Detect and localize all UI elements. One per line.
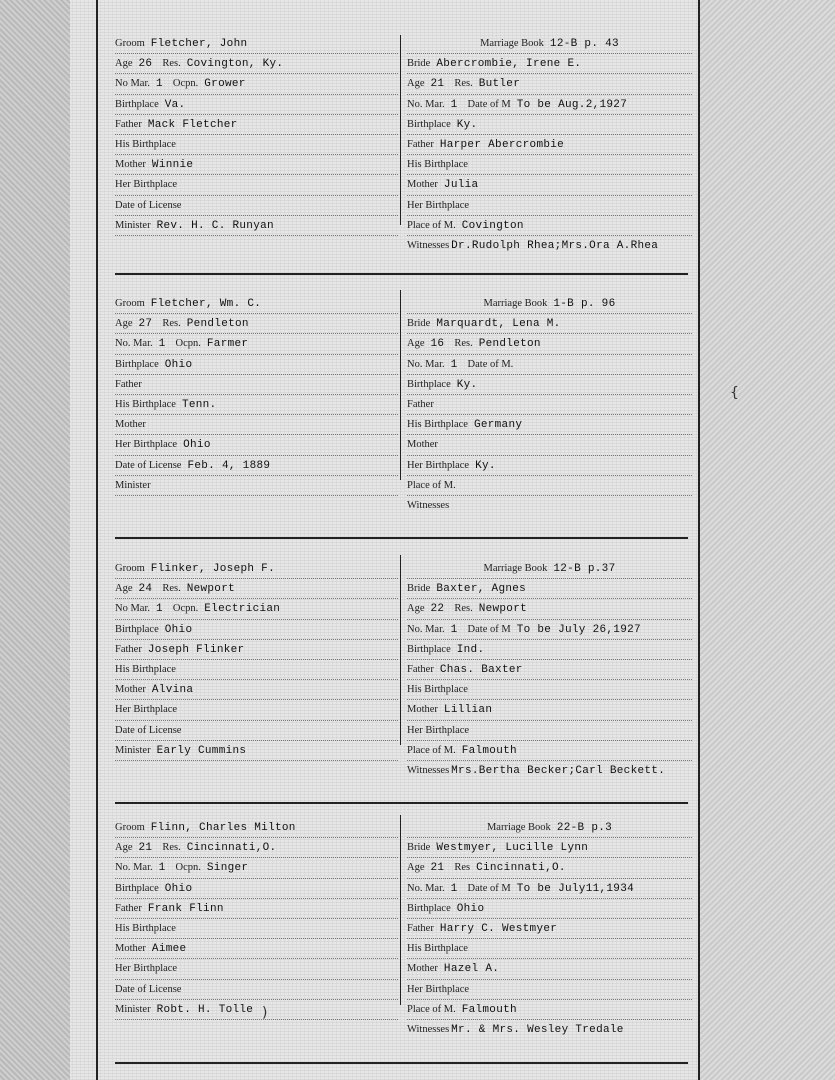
bride-row (407, 838, 692, 858)
stray-mark: ) (262, 1005, 268, 1021)
field-label: Marriage Book (483, 563, 548, 574)
field-value: Cincinnati,O. (476, 862, 566, 875)
field-label: Groom (115, 822, 145, 833)
field-label: Res. (162, 58, 181, 70)
field-label: Minister (115, 479, 151, 491)
minister-row (115, 216, 398, 236)
field-value: 12-B p. 43 (549, 38, 619, 50)
bride-column (407, 818, 692, 1039)
field-label: Res. (454, 603, 473, 615)
field-value: Joseph Flinker (147, 643, 245, 656)
mother-row (407, 959, 692, 979)
field-value: Harry C. Westmyer (439, 922, 558, 935)
field-label: Father (115, 902, 142, 914)
age-row (407, 334, 692, 354)
his-birthplace-row (115, 135, 398, 155)
field-label: Age (407, 862, 425, 874)
field-label: Marriage Book (483, 298, 548, 309)
field-value: Harper Abercrombie (439, 138, 565, 151)
record-separator (115, 1062, 688, 1064)
age-row (115, 838, 398, 858)
field-label: Father (115, 378, 142, 390)
field-label: Res. (162, 842, 181, 854)
field-label: Birthplace (115, 358, 159, 370)
bride-row (407, 314, 692, 334)
field-value: Dr.Rudolph Rhea;Mrs.Ora A.Rhea (451, 239, 659, 252)
field-value: Ohio (183, 439, 211, 452)
father-row (115, 899, 398, 919)
field-label: No Mar. (115, 603, 150, 615)
field-value: Frank Flinn (147, 902, 224, 915)
field-label: Birthplace (115, 623, 159, 635)
his-birthplace-row (407, 680, 692, 700)
field-label: Date of License (115, 459, 182, 471)
field-value: Newport (478, 603, 527, 616)
field-label: Minister (115, 744, 151, 756)
witnesses-row (407, 1020, 692, 1039)
date-of-license-row (115, 196, 398, 216)
her-birthplace-row (115, 959, 398, 979)
field-value: Winnie (151, 159, 194, 172)
field-label: Age (115, 842, 133, 854)
bride-name: Baxter, Agnes (436, 583, 527, 596)
father-row (407, 135, 692, 155)
field-label: Birthplace (407, 378, 451, 390)
field-value: 27 (138, 318, 153, 331)
father-row (115, 115, 398, 135)
marriage-book-row (407, 294, 692, 314)
field-label: Res. (162, 583, 181, 595)
field-value: Butler (478, 78, 521, 91)
field-value: Covington (461, 219, 524, 232)
record-separator (115, 537, 688, 539)
field-value: Ohio (456, 902, 485, 915)
her-birthplace-row (407, 196, 692, 216)
field-label: Date of License (115, 724, 182, 736)
age-row (407, 599, 692, 619)
field-value: To be Aug.2,1927 (516, 98, 628, 111)
field-label: Father (407, 922, 434, 934)
field-label: Birthplace (407, 118, 451, 130)
his-birthplace-row (407, 939, 692, 959)
date-of-license-row (115, 980, 398, 1000)
page-right-strip (700, 0, 835, 1080)
field-label: Groom (115, 563, 145, 574)
field-label: Her Birthplace (407, 459, 470, 471)
field-value: Early Cummins (156, 744, 247, 757)
column-divider (400, 555, 401, 745)
her-birthplace-row (407, 721, 692, 741)
field-value: Pendleton (478, 338, 541, 351)
bride-name: Marquardt, Lena M. (436, 318, 561, 331)
field-label: No Mar. (115, 78, 150, 90)
field-label: Father (115, 118, 142, 130)
field-value: Ohio (164, 623, 193, 636)
field-label: His Birthplace (407, 684, 468, 696)
date-of-license-row (115, 721, 398, 741)
mother-row (115, 680, 398, 700)
field-label: Witnesses (407, 764, 450, 776)
bride-column (407, 34, 692, 255)
field-value: Mack Fletcher (147, 118, 238, 131)
age-row (115, 54, 398, 74)
field-value: Ind. (456, 643, 485, 656)
father-row (407, 395, 692, 415)
bride-name: Abercrombie, Irene E. (436, 58, 582, 71)
field-label: Date of M. (467, 358, 514, 370)
field-value: 1 (450, 623, 458, 636)
nomar-row (115, 74, 398, 94)
date-of-license-row (115, 456, 398, 476)
field-label: Mother (407, 963, 438, 975)
minister-row (115, 1000, 398, 1020)
field-label: Age (407, 78, 425, 90)
field-label: Place of M. (407, 744, 456, 756)
field-value: 16 (430, 338, 445, 351)
field-label: Her Birthplace (115, 963, 178, 975)
field-value: Ky. (475, 459, 496, 472)
field-label: Age (115, 318, 133, 330)
marriage-book-row (407, 34, 692, 54)
field-value: Falmouth (461, 1003, 517, 1016)
field-value: 1 (450, 98, 458, 111)
field-label: Her Birthplace (115, 439, 178, 451)
field-value: Julia (443, 179, 479, 192)
mother-row (115, 939, 398, 959)
stray-mark: { (730, 385, 739, 401)
witnesses-row (407, 496, 692, 515)
field-value: Robt. H. Tolle (156, 1003, 254, 1016)
field-label: His Birthplace (115, 138, 176, 150)
groom-name: Flinn, Charles Milton (150, 822, 296, 834)
mother-row (407, 175, 692, 195)
field-label: Res. (162, 318, 181, 330)
nomar-row (407, 355, 692, 375)
field-label: Ocpn. (172, 603, 199, 615)
minister-row (115, 476, 398, 496)
field-label: Witnesses (407, 1023, 450, 1035)
field-label: Minister (115, 1003, 151, 1015)
field-label: Ocpn. (175, 338, 201, 350)
field-value: Electrician (204, 603, 281, 616)
field-value: 26 (138, 58, 153, 71)
place-of-marriage-row (407, 216, 692, 236)
field-label: Date of License (115, 983, 182, 995)
field-label: Place of M. (407, 219, 456, 231)
her-birthplace-row (115, 175, 398, 195)
field-label: Ocpn. (175, 862, 201, 874)
father-row (115, 640, 398, 660)
bride-column (407, 294, 692, 515)
groom-name: Fletcher, John (150, 38, 248, 50)
field-label: Date of M (467, 623, 511, 635)
groom-column (115, 294, 398, 496)
field-value: Ohio (164, 358, 193, 371)
birthplace-row (407, 640, 692, 660)
field-label: Witnesses (407, 239, 450, 251)
age-row (407, 74, 692, 94)
field-value: 1 (156, 603, 163, 616)
field-value: 12-B p.37 (553, 563, 616, 575)
field-label: Birthplace (115, 882, 159, 894)
her-birthplace-row (115, 435, 398, 455)
field-value: Ohio (164, 882, 193, 895)
field-value: To be July 26,1927 (516, 623, 641, 636)
groom-row (115, 294, 398, 314)
her-birthplace-row (115, 700, 398, 720)
column-divider (400, 290, 401, 480)
field-label: Place of M. (407, 479, 456, 491)
groom-row (115, 818, 398, 838)
field-label: No. Mar. (407, 623, 445, 635)
field-label: Father (407, 663, 434, 675)
nomar-row (115, 334, 398, 354)
his-birthplace-row (115, 395, 398, 415)
field-label: No. Mar. (407, 98, 445, 110)
field-label: Father (115, 643, 142, 655)
minister-row (115, 741, 398, 761)
nomar-row (407, 879, 692, 899)
mother-row (407, 700, 692, 720)
field-label: Bride (407, 583, 431, 595)
bride-column (407, 559, 692, 780)
field-label: Her Birthplace (407, 199, 470, 211)
field-label: Mother (115, 943, 146, 955)
field-value: 1 (158, 862, 166, 875)
field-label: Birthplace (407, 643, 451, 655)
age-row (407, 858, 692, 878)
field-label: Res. (454, 338, 473, 350)
field-label: Date of M (467, 882, 511, 894)
field-label: Age (407, 338, 425, 350)
field-value: Lillian (443, 704, 493, 717)
field-label: Place of M. (407, 1003, 456, 1015)
her-birthplace-row (407, 980, 692, 1000)
birthplace-row (115, 95, 398, 115)
birthplace-row (407, 899, 692, 919)
her-birthplace-row (407, 456, 692, 476)
his-birthplace-row (115, 660, 398, 680)
field-value: Mrs.Bertha Becker;Carl Beckett. (451, 764, 666, 777)
groom-row (115, 34, 398, 54)
marriage-book-row (407, 818, 692, 838)
his-birthplace-row (407, 415, 692, 435)
field-value: Ky. (456, 118, 478, 131)
bride-name: Westmyer, Lucille Lynn (436, 842, 589, 855)
field-label: Father (407, 398, 434, 410)
field-label: His Birthplace (407, 419, 468, 431)
field-value: Singer (206, 862, 249, 875)
field-label: Mother (407, 179, 438, 191)
field-value: Germany (473, 419, 523, 432)
father-row (407, 660, 692, 680)
field-label: Mother (115, 684, 146, 696)
field-label: Age (115, 58, 133, 70)
field-label: No. Mar. (407, 882, 445, 894)
father-row (115, 375, 398, 395)
father-row (407, 919, 692, 939)
right-border (698, 0, 700, 1080)
field-label: Witnesses (407, 499, 450, 511)
field-value: 21 (430, 78, 445, 91)
column-divider (400, 35, 401, 225)
record-separator (115, 802, 688, 804)
field-label: No. Mar. (115, 338, 153, 350)
field-label: Her Birthplace (115, 179, 178, 191)
groom-row (115, 559, 398, 579)
field-label: Age (407, 603, 425, 615)
field-label: No. Mar. (407, 358, 445, 370)
field-value: Tenn. (181, 398, 217, 411)
age-row (115, 314, 398, 334)
field-value: 21 (430, 862, 445, 875)
mother-row (115, 415, 398, 435)
field-label: His Birthplace (407, 943, 468, 955)
field-value: Grower (204, 78, 246, 91)
place-of-marriage-row (407, 476, 692, 496)
field-label: Birthplace (115, 98, 159, 110)
field-value: 1 (450, 882, 458, 895)
field-label: Date of M (467, 98, 511, 110)
field-label: Res (454, 862, 471, 874)
nomar-row (115, 858, 398, 878)
field-value: Ky. (456, 378, 478, 391)
field-label: His Birthplace (115, 922, 176, 934)
field-label: Marriage Book (486, 822, 551, 833)
birthplace-row (407, 115, 692, 135)
field-label: Minister (115, 219, 151, 231)
field-value: Falmouth (461, 744, 517, 757)
witnesses-row (407, 236, 692, 255)
bride-row (407, 54, 692, 74)
field-label: Father (407, 138, 434, 150)
field-label: Mother (407, 704, 438, 716)
field-value: Chas. Baxter (439, 663, 523, 676)
mother-row (115, 155, 398, 175)
groom-name: Flinker, Joseph F. (150, 563, 275, 575)
field-label: Date of License (115, 199, 182, 211)
field-value: Cincinnati,O. (186, 842, 277, 855)
groom-column (115, 559, 398, 761)
field-value: Farmer (206, 338, 249, 351)
field-value: Alvina (151, 684, 194, 697)
field-label: His Birthplace (115, 663, 176, 675)
witnesses-row (407, 761, 692, 780)
nomar-row (115, 599, 398, 619)
field-label: Her Birthplace (115, 704, 178, 716)
his-birthplace-row (115, 919, 398, 939)
field-value: Rev. H. C. Runyan (156, 219, 274, 232)
field-label: Birthplace (407, 902, 451, 914)
nomar-row (407, 95, 692, 115)
field-label: No. Mar. (115, 862, 153, 874)
field-value: Covington, Ky. (186, 58, 284, 71)
field-value: 22 (430, 603, 445, 616)
birthplace-row (115, 620, 398, 640)
groom-name: Fletcher, Wm. C. (150, 298, 262, 310)
field-label: His Birthplace (407, 159, 468, 171)
field-value: 1-B p. 96 (553, 298, 616, 310)
place-of-marriage-row (407, 741, 692, 761)
birthplace-row (115, 355, 398, 375)
field-value: Newport (186, 583, 235, 596)
mother-row (407, 435, 692, 455)
field-label: Bride (407, 318, 431, 330)
field-label: Mother (115, 159, 146, 171)
bride-row (407, 579, 692, 599)
field-label: Her Birthplace (407, 983, 470, 995)
page-left-margin (0, 0, 70, 1080)
field-label: Groom (115, 298, 145, 309)
groom-column (115, 34, 398, 236)
field-value: Pendleton (186, 318, 249, 331)
field-value: 22-B p.3 (556, 822, 613, 834)
field-label: Bride (407, 58, 431, 70)
record-separator (115, 273, 688, 275)
field-value: Va. (164, 98, 186, 111)
field-label: Marriage Book (480, 38, 544, 49)
field-label: His Birthplace (115, 398, 176, 410)
field-value: 1 (450, 358, 458, 371)
column-divider (400, 815, 401, 1005)
birthplace-row (115, 879, 398, 899)
birthplace-row (407, 375, 692, 395)
field-label: Bride (407, 842, 431, 854)
field-label: Groom (115, 38, 145, 49)
field-label: Her Birthplace (407, 724, 470, 736)
field-label: Res. (454, 78, 473, 90)
field-value: 21 (138, 842, 153, 855)
field-value: Aimee (151, 943, 187, 956)
field-label: Ocpn. (172, 78, 199, 90)
field-value: Hazel A. (443, 963, 500, 976)
field-label: Mother (115, 419, 146, 431)
field-label: Mother (407, 439, 438, 451)
field-value: Mr. & Mrs. Wesley Tredale (451, 1023, 624, 1036)
field-value: 24 (138, 583, 153, 596)
field-label: Age (115, 583, 133, 595)
field-value: 1 (158, 338, 166, 351)
left-border (96, 0, 98, 1080)
groom-column (115, 818, 398, 1020)
age-row (115, 579, 398, 599)
field-value: Feb. 4, 1889 (187, 459, 271, 472)
field-value: To be July11,1934 (516, 882, 635, 895)
field-value: 1 (156, 78, 163, 91)
his-birthplace-row (407, 155, 692, 175)
nomar-row (407, 620, 692, 640)
marriage-book-row (407, 559, 692, 579)
place-of-marriage-row (407, 1000, 692, 1020)
